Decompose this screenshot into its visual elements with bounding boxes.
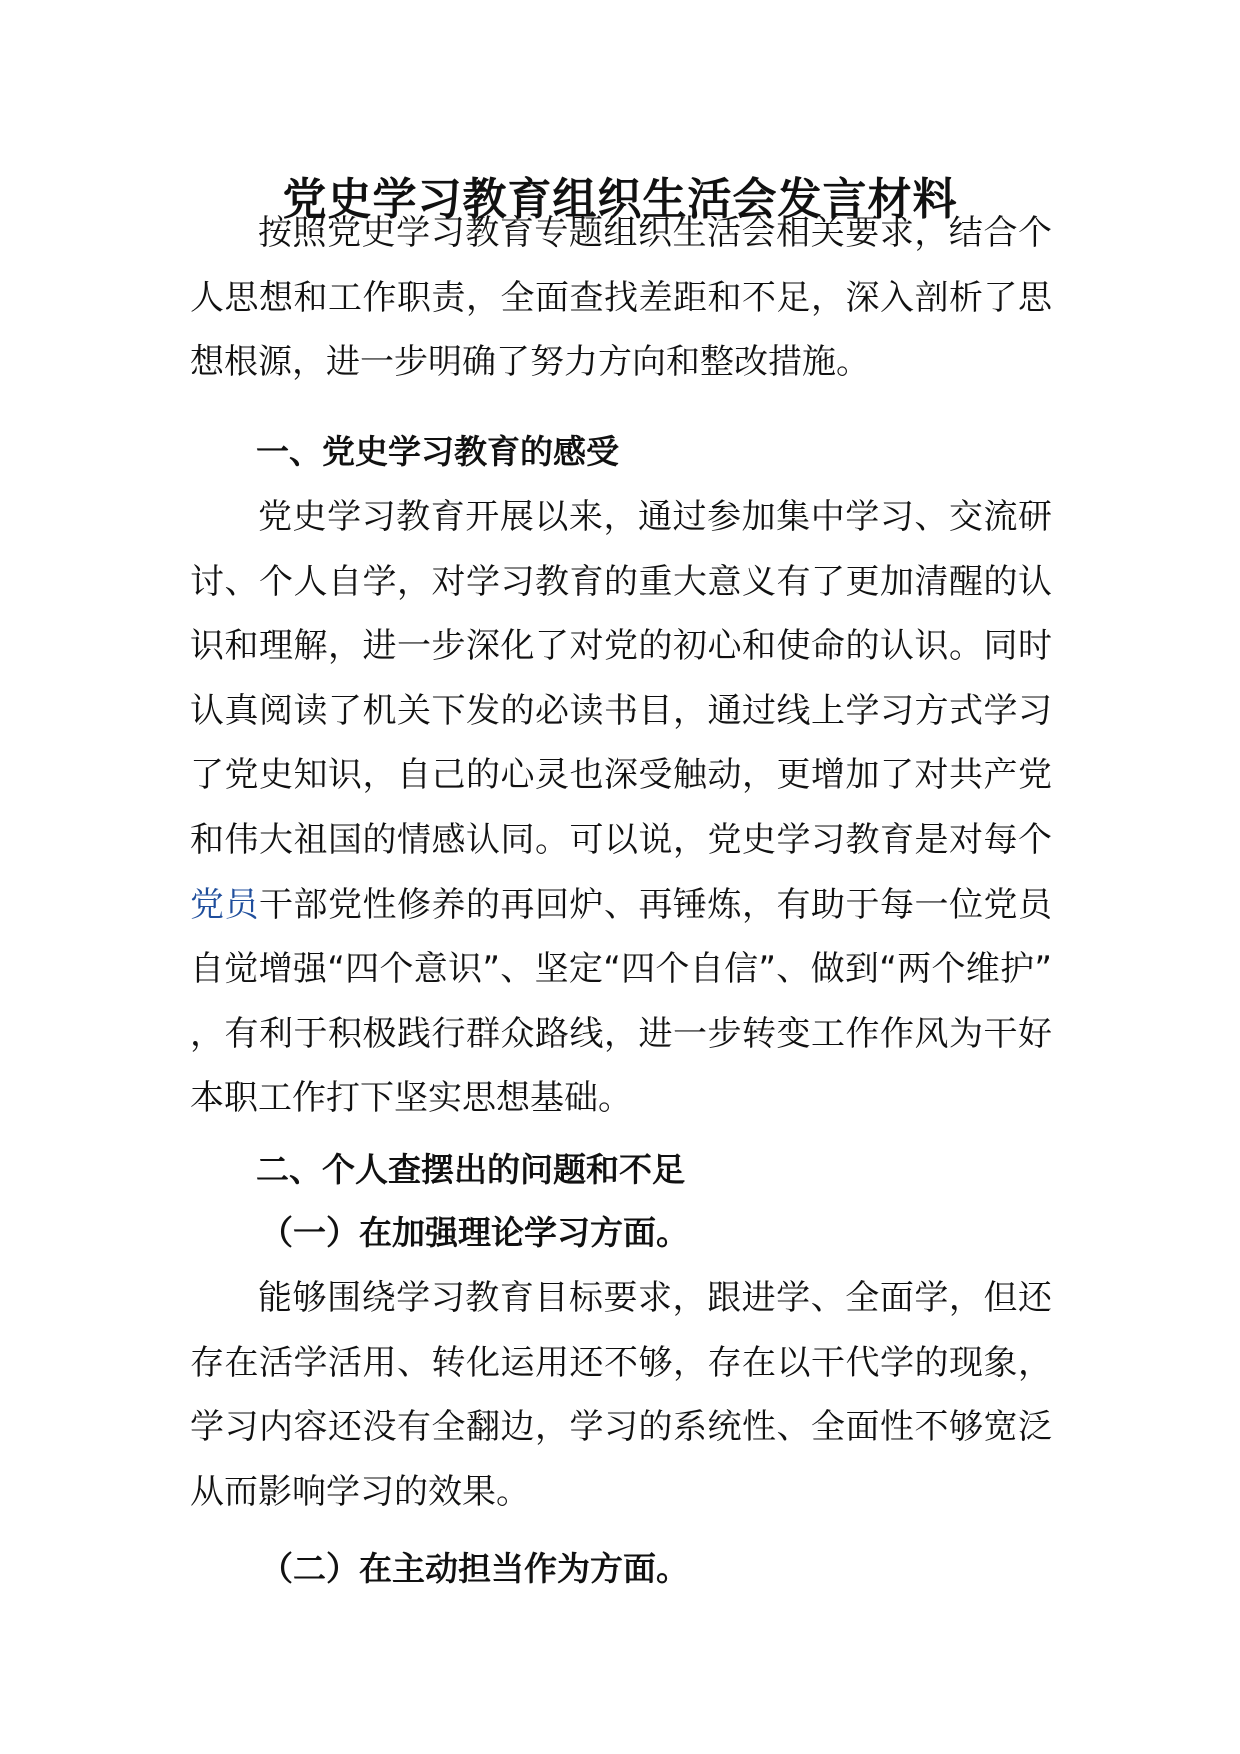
section1-paragraph bbox=[190, 485, 1052, 1131]
section1-text-before-link: 党史学习教育开展以来，通过参加集中学习、交流研讨、个人自学，对学习教育的重大意义有了更加清醒的认识和理解，进一步深化了对党的初心和使命的认识。同时认真阅读了机关下发的必读书目，通过线上学习方式学习了党史知识，自己的心灵也深受触动，更增加了对共产党和伟大祖国的情感认同。可以说，党史学习教育是对每个 bbox=[190, 497, 1052, 860]
document-title: 党史学习教育组织生活会发言材料 bbox=[282, 174, 958, 225]
subsection1-paragraph: 能够围绕学习教育目标要求，跟进学、全面学，但还存在活学活用、转化运用还不够，存在以干代学的现象，学习内容还没有全翻边，学习的系统性、全面性不够宽泛从而影响学习的效果。 bbox=[190, 1278, 1052, 1512]
subsection1-heading: （一）在加强理论学习方面。 bbox=[260, 1213, 689, 1252]
intro-paragraph: 按照党史学习教育专题组织生活会相关要求，结合个人思想和工作职责，全面查找差距和不足，深入剖析了思想根源，进一步明确了努力方向和整改措施。 bbox=[190, 213, 1052, 383]
section2-heading: 二、个人查摆出的问题和不足 bbox=[256, 1150, 685, 1189]
party-member-link[interactable]: 党员 bbox=[190, 884, 259, 925]
section1-heading: 一、党史学习教育的感受 bbox=[256, 432, 619, 471]
subsection2-heading: （二）在主动担当作为方面。 bbox=[260, 1549, 689, 1588]
section1-text-after-link: 干部党性修养的再回炉、再锤炼，有助于每一位党员自觉增强“四个意识”、坚定“四个自信”、做到“两个维护” ，有利于积极践行群众路线，进一步转变工作作风为干好本职工作打下坚实思想基础。 bbox=[190, 884, 1052, 1119]
